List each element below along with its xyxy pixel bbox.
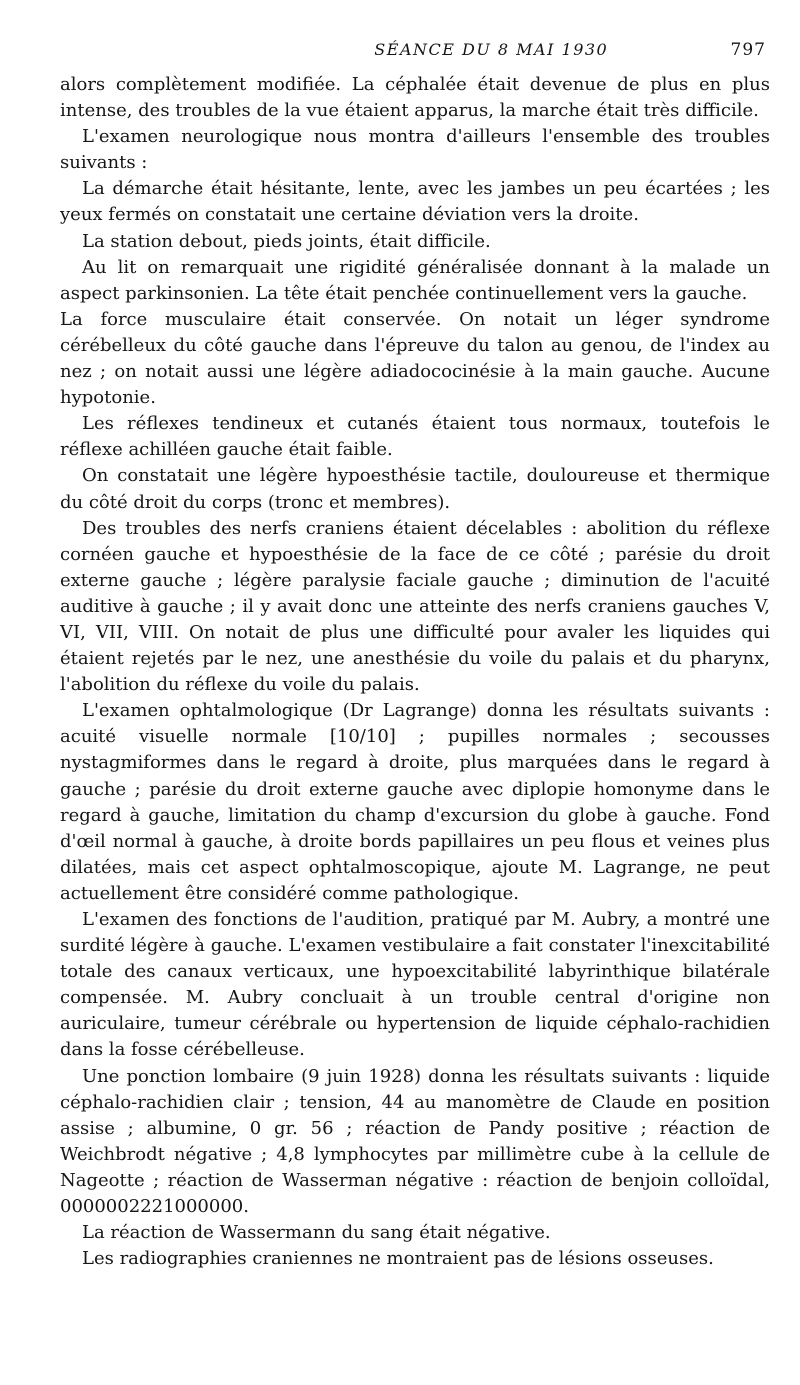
paragraph: Les réflexes tendineux et cutanés étaient tous normaux, toutefois le réflexe achilléen gauche était faible. [60,413,770,461]
paragraph: Une ponction lombaire (9 juin 1928) donna les résultats suivants : liquide céphalo-rachidien clair ; tension, 44 au manomètre de Claude en position assise ; albumine, 0 gr. 56 ; réaction de Pandy positive ; réaction de Weichbrodt négative ; 4,8 lymphocytes par millimètre cube à la cellule de Nageotte ; réaction de Wasserman négative : réaction de benjoin colloïdal, 0000002221000000. [60,1065,770,1218]
running-header [82,40,770,70]
paragraph: alors complètement modifiée. La céphalée était devenue de plus en plus intense, des troubles de la vue étaient apparus, la marche était très difficile. [60,74,770,122]
paragraph: La démarche était hésitante, lente, avec les jambes un peu écartées ; les yeux fermés on constatait une certaine déviation vers la droite. [60,178,770,226]
paragraph: La force musculaire était conservée. On notait un léger syndrome cérébelleux du côté gauche dans l'épreuve du talon au genou, de l'index au nez ; on notait aussi une légère adiadococinésie à la main gauche. Aucune hypotonie. [60,308,770,409]
paragraph: Au lit on remarquait une rigidité généralisée donnant à la malade un aspect parkinsonien. La tête était penchée continuellement vers la gauche. [60,256,770,304]
paragraph: L'examen ophtalmologique (Dr Lagrange) donna les résultats suivants : acuité visuelle normale [10/10] ; pupilles normales ; secousses nystagmiformes dans le regard à droite, plus marquées dans le regard à gauche ; parésie du droit externe gauche avec diplopie homonyme dans le regard à gauche, limitation du champ d'excursion du globe à gauche. Fond d'œil normal à gauche, à droite bords papillaires un peu flous et veines plus dilatées, mais cet aspect ophtalmoscopique, ajoute M. Lagrange, ne peut actuellement être considéré comme pathologique. [60,700,770,904]
paragraph: L'examen neurologique nous montra d'ailleurs l'ensemble des troubles suivants : [60,126,770,174]
paragraph: L'examen des fonctions de l'audition, pratiqué par M. Aubry, a montré une surdité légère à gauche. L'examen vestibulaire a fait constater l'inexcitabilité totale des canaux verticaux, une hypoexcitabilité labyrinthique bilatérale compensée. M. Aubry concluait à un trouble central d'origine non auriculaire, tumeur cérébrale ou hypertension de liquide céphalo-rachidien dans la fosse cérébelleuse. [60,909,770,1061]
page-number: 797 [730,40,766,60]
paragraph: Les radiographies craniennes ne montraient pas de lésions osseuses. [82,1248,714,1270]
running-title: SÉANCE DU 8 MAI 1930 [374,40,609,59]
paragraph: La station debout, pieds joints, était difficile. [82,230,491,252]
paragraph: La réaction de Wassermann du sang était négative. [82,1222,551,1244]
paragraph: Des troubles des nerfs craniens étaient décelables : abolition du réflexe cornéen gauche et hypoesthésie de la face de ce côté ; parésie du droit externe gauche ; légère paralysie faciale gauche ; diminution de l'acuité auditive à gauche ; il y avait donc une atteinte des nerfs craniens gauches V, VI, VII, VIII. On notait de plus une difficulté pour avaler les liquides qui étaient rejetés par le nez, une anesthésie du voile du palais et du pharynx, l'abolition du réflexe du voile du palais. [60,517,770,696]
page-body [60,72,770,1272]
paragraph: On constatait une légère hypoesthésie tactile, douloureuse et thermique du côté droit du corps (tronc et membres). [60,465,770,513]
